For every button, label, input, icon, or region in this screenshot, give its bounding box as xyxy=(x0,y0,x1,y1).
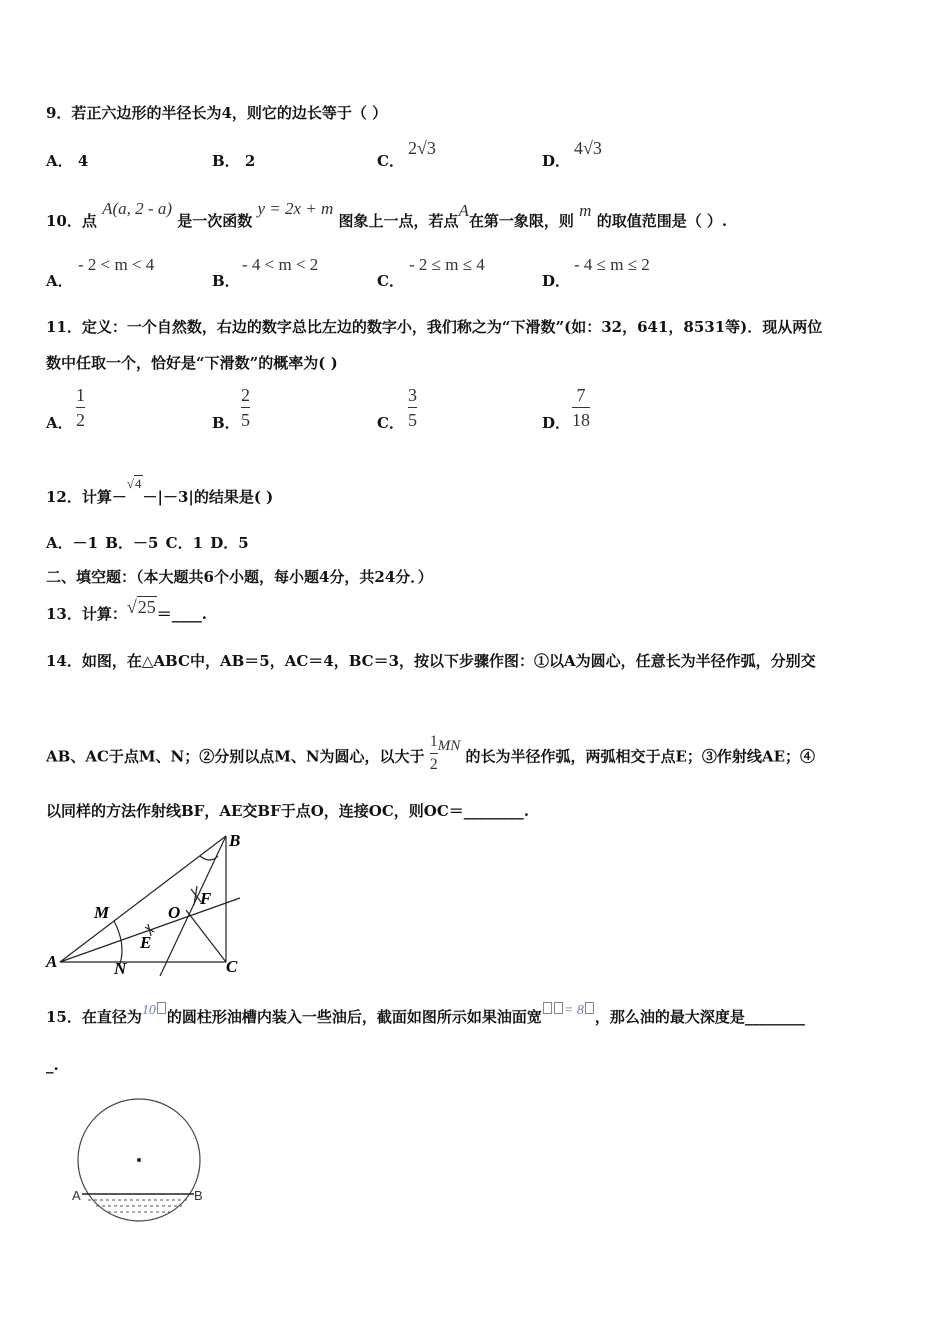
q11-line1: 11．定义：一个自然数，右边的数字总比左边的数字小，我们称之为“下滑数”(如：32，641，8531等)．现从两位 xyxy=(46,318,823,336)
q14-line3: 以同样的方法作射线BF，AE交BF于点O，连接OC，则OC＝________. xyxy=(46,802,530,820)
q13-stem: 13．计算：√25＝____. xyxy=(46,597,207,623)
q10-option-a: A． xyxy=(46,272,73,290)
q11-option-b-label: B． xyxy=(212,414,240,432)
q14-fraction: $\frac{1}{2}$ xyxy=(429,733,438,773)
q12-stem: 12．计算－√4－|－3|的结果是( ) xyxy=(46,476,274,506)
q9-option-d: D． xyxy=(542,152,571,170)
q11-option-c-label: C． xyxy=(377,414,404,432)
q10-point: A(a, 2 - a) xyxy=(102,199,172,218)
q10-option-c: C． xyxy=(377,272,404,290)
q15-stem: 15．在直径为10 的圆柱形油槽内装入一些油后，截面如图所示如果油面宽 = 8 ，那么油的最大深度是________ xyxy=(46,1003,805,1026)
q15-circle-figure xyxy=(68,1096,218,1228)
q15-line2: _. xyxy=(46,1056,59,1074)
q11-option-b-fraction: 2 5 xyxy=(241,385,250,430)
q10-option-c-value: - 2 ≤ m ≤ 4 xyxy=(409,255,485,274)
q11-line2: 数中任取一个，恰好是“下滑数”的概率为( ) xyxy=(46,354,338,372)
q9-stem: 9．若正六边形的半径长为4，则它的边长等于（ ） xyxy=(46,104,388,122)
figure-label-m: M xyxy=(94,903,110,922)
q9-option-a: A． 4 xyxy=(46,152,89,170)
figure-label-c: C xyxy=(226,957,238,976)
figure-label-e: E xyxy=(140,933,152,952)
figure-label-b: B xyxy=(194,1188,203,1203)
section-heading-fill-in: 二、填空题：（本大题共6个小题，每小题4分，共24分．） xyxy=(46,568,433,586)
figure-label-a: A xyxy=(46,952,58,971)
q14-line1: 14．如图，在△ABC中，AB＝5，AC＝4，BC＝3，按以下步骤作图：①以A为圆心，任意长为半径作弧，分别交 xyxy=(46,652,816,670)
q12-sqrt: √4 xyxy=(126,476,142,491)
q10-stem: 10．点 A(a, 2 - a) 是一次函数 y = 2x + m 图象上一点，若点A在第一象限，则 m 的取值范围是（ ）. xyxy=(46,199,728,230)
q14-triangle-figure xyxy=(40,826,260,978)
q10-option-d: D． xyxy=(542,272,571,290)
q9-option-c-value: 2√3 xyxy=(408,138,436,158)
q9-option-c: C． xyxy=(377,152,404,170)
q12-options: A．－1 B．－5 C．1 D．5 xyxy=(46,534,249,552)
q11-option-c-fraction: 3 5 xyxy=(408,385,417,430)
q10-option-b-value: - 4 < m < 2 xyxy=(242,255,319,274)
q11-option-a-label: A． xyxy=(46,414,73,432)
q11-option-d-label: D． xyxy=(542,414,571,432)
q10-func: y = 2x + m xyxy=(257,199,334,218)
q9-option-b: B． 2 xyxy=(212,152,256,170)
q11-option-a-fraction: 1 2 xyxy=(76,385,85,430)
figure-label-b: B xyxy=(229,831,241,850)
q14-line2: AB、AC于点M、N；②分别以点M、N为圆心，以大于 $\frac{1}{2}$ MN 的长为半径作弧，两弧相交于点E；③作射线AE；④ xyxy=(46,733,816,773)
figure-label-o: O xyxy=(168,903,181,922)
figure-label-n: N xyxy=(114,959,127,978)
q13-sqrt: √25 xyxy=(126,597,156,617)
q9-option-d-value: 4√3 xyxy=(574,138,602,158)
q10-option-a-value: - 2 < m < 4 xyxy=(78,255,155,274)
figure-label-f: F xyxy=(200,889,212,908)
figure-label-a: A xyxy=(72,1188,81,1203)
q10-option-d-value: - 4 ≤ m ≤ 2 xyxy=(574,255,650,274)
q11-option-d-fraction: 7 18 xyxy=(572,385,590,430)
q10-option-b: B． xyxy=(212,272,240,290)
